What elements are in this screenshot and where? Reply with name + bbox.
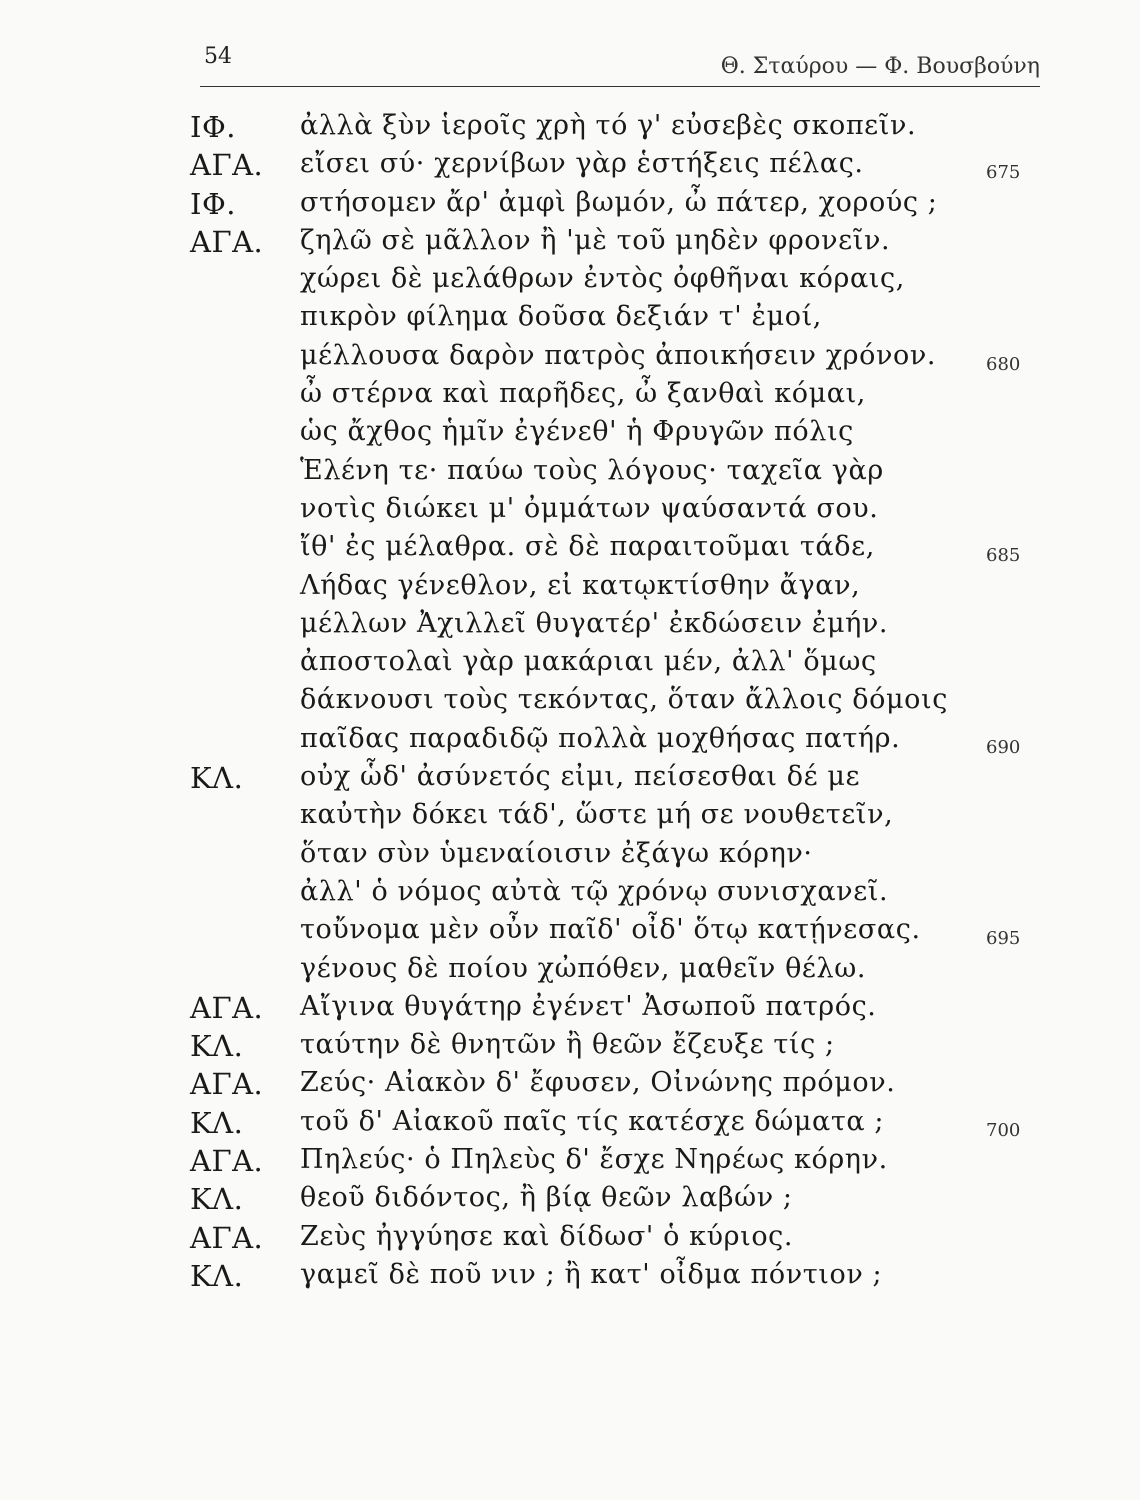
verse-text: καὐτὴν δόκει τάδ', ὥστε μή σε νουθετεῖν, <box>300 799 894 831</box>
page-header <box>200 44 1040 94</box>
verse-text: Ζεὺς ἠγγύησε καὶ δίδωσ' ὁ κύριος. <box>300 1220 794 1252</box>
line-number: 700 <box>986 1119 1021 1141</box>
verse-line <box>190 110 1050 148</box>
verse-line <box>190 187 1050 225</box>
speaker-label: ΑΓΑ. <box>190 148 264 183</box>
verse-line <box>190 378 1050 416</box>
verse-line <box>190 340 1050 378</box>
page-number: 54 <box>204 44 232 69</box>
verse-text: ζηλῶ σὲ μᾶλλον ἢ 'μὲ τοῦ μηδὲν φρονεῖν. <box>300 224 891 256</box>
verse-text: ταύτην δὲ θνητῶν ἢ θεῶν ἔζευξε τίς ; <box>300 1029 835 1061</box>
verse-line <box>190 1144 1050 1182</box>
verse-text: τοὔνομα μὲν οὖν παῖδ' οἶδ' ὅτῳ κατῄνεσας. <box>300 914 921 946</box>
running-title: Θ. Σταύρου — Φ. Βουσβούνη <box>720 54 1040 79</box>
verse-line <box>190 225 1050 263</box>
speaker-label: ΙΦ. <box>190 110 236 144</box>
verse-text: Ἑλένη τε· παύω τοὺς λόγους· ταχεῖα γὰρ <box>300 454 884 486</box>
verse-text: χώρει δὲ μελάθρων ἐντὸς ὀφθῆναι κόραις, <box>300 263 905 295</box>
line-number: 680 <box>986 353 1021 375</box>
verse-text: γαμεῖ δὲ ποῦ νιν ; ἢ κατ' οἶδμα πόντιον ; <box>300 1258 883 1290</box>
speaker-label: ΑΓΑ. <box>190 1144 264 1179</box>
line-number: 690 <box>986 736 1021 758</box>
verse-text: στήσομεν ἄρ' ἀμφὶ βωμόν, ὦ πάτερ, χορούς ; <box>300 186 938 218</box>
verse-text: Ζεύς· Αἰακὸν δ' ἔφυσεν, Οἰνώνης πρόμον. <box>300 1067 896 1099</box>
verse-text: πικρὸν φίλημα δοῦσα δεξιάν τ' ἐμοί, <box>300 301 822 333</box>
verse-line <box>190 1221 1050 1259</box>
verse-line <box>190 1259 1050 1297</box>
verse-line <box>190 1029 1050 1067</box>
verse-line <box>190 684 1050 722</box>
verse-line <box>190 1067 1050 1105</box>
speaker-label: ΚΛ. <box>190 761 244 796</box>
speaker-label: ΚΛ. <box>190 1182 244 1217</box>
speaker-label: ΑΓΑ. <box>190 224 264 259</box>
verse-line <box>190 876 1050 914</box>
verse-text: ὡς ἄχθος ἡμῖν ἐγένεθ' ἡ Φρυγῶν πόλις <box>300 416 854 448</box>
verse-line <box>190 455 1050 493</box>
speaker-label: ΚΛ. <box>190 1105 244 1140</box>
verse-line <box>190 953 1050 991</box>
speaker-label: ΚΛ. <box>190 1258 244 1293</box>
verse-line <box>190 148 1050 186</box>
header-rule <box>200 86 1040 87</box>
verse-text: μέλλων Ἀχιλλεῖ θυγατέρ' ἐκδώσειν ἐμήν. <box>300 607 889 639</box>
speaker-label: ΚΛ. <box>190 1029 244 1064</box>
verse-line <box>190 761 1050 799</box>
verse-text: νοτὶς διώκει μ' ὀμμάτων ψαύσαντά σου. <box>300 492 879 524</box>
line-number: 685 <box>986 545 1021 567</box>
verse-text: εἴσει σύ· χερνίβων γὰρ ἑστήξεις πέλας. <box>300 148 864 180</box>
verse-lines <box>190 110 1050 1297</box>
verse-line <box>190 838 1050 876</box>
verse-text: παῖδας παραδιδῷ πολλὰ μοχθήσας πατήρ. <box>300 722 901 754</box>
verse-text: Αἴγινα θυγάτηρ ἐγένετ' Ἀσωποῦ πατρός. <box>300 990 877 1022</box>
verse-text: ἀποστολαὶ γὰρ μακάριαι μέν, ἀλλ' ὅμως <box>300 646 877 678</box>
verse-line <box>190 608 1050 646</box>
verse-text: θεοῦ διδόντος, ἢ βίᾳ θεῶν λαβών ; <box>300 1182 793 1214</box>
verse-line <box>190 493 1050 531</box>
verse-text: ἀλλὰ ξὺν ἱεροῖς χρὴ τό γ' εὐσεβὲς σκοπεῖν. <box>300 110 917 141</box>
line-number: 695 <box>986 928 1021 950</box>
verse-line <box>190 799 1050 837</box>
verse-text: γένους δὲ ποίου χὠπόθεν, μαθεῖν θέλω. <box>300 952 867 984</box>
line-number: 675 <box>986 162 1021 184</box>
verse-text: ἴθ' ἐς μέλαθρα. σὲ δὲ παραιτοῦμαι τάδε, <box>300 531 875 563</box>
verse-line <box>190 914 1050 952</box>
verse-line <box>190 646 1050 684</box>
verse-text: Πηλεύς· ὁ Πηλεὺς δ' ἔσχε Νηρέως κόρην. <box>300 1144 888 1176</box>
verse-line <box>190 531 1050 569</box>
verse-line <box>190 1106 1050 1144</box>
verse-text: ἀλλ' ὁ νόμος αὐτὰ τῷ χρόνῳ συνισχανεῖ. <box>300 875 889 907</box>
verse-line <box>190 723 1050 761</box>
verse-line <box>190 570 1050 608</box>
verse-text: ὅταν σὺν ὑμεναίοισιν ἐξάγω κόρην· <box>300 837 813 869</box>
verse-line <box>190 1182 1050 1220</box>
verse-line <box>190 301 1050 339</box>
verse-line <box>190 263 1050 301</box>
verse-text: ὦ στέρνα καὶ παρῆδες, ὦ ξανθαὶ κόμαι, <box>300 378 866 410</box>
speaker-label: ΙΦ. <box>190 186 236 221</box>
verse-text: Λήδας γένεθλον, εἰ κατῳκτίσθην ἄγαν, <box>300 569 861 601</box>
speaker-label: ΑΓΑ. <box>190 990 264 1025</box>
verse-text: τοῦ δ' Αἰακοῦ παῖς τίς κατέσχε δώματα ; <box>300 1105 885 1137</box>
speaker-label: ΑΓΑ. <box>190 1220 264 1255</box>
verse-line <box>190 416 1050 454</box>
verse-text: οὐχ ὧδ' ἀσύνετός εἰμι, πείσεσθαι δέ με <box>300 761 861 793</box>
speaker-label: ΑΓΑ. <box>190 1067 264 1102</box>
verse-text: δάκνουσι τοὺς τεκόντας, ὅταν ἄλλοις δόμοις <box>300 684 948 716</box>
verse-line <box>190 991 1050 1029</box>
verse-text: μέλλουσα δαρὸν πατρὸς ἀποικήσειν χρόνον. <box>300 339 937 371</box>
